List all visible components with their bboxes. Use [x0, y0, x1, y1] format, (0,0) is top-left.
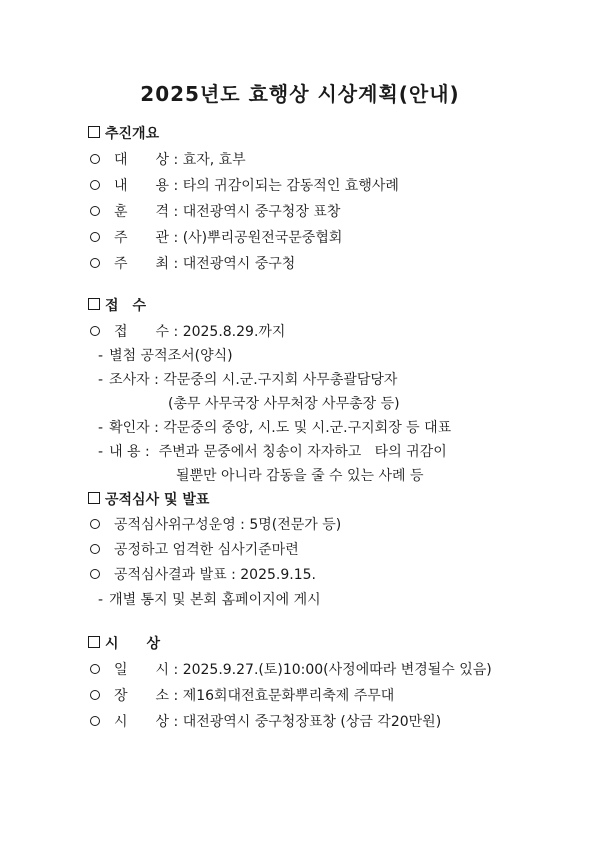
- section-heading-review: 공적심사 및 발표: [88, 490, 209, 510]
- overview-item: 주 관 : (사)뿌리공원전국문중협회: [90, 228, 342, 248]
- review-sub-item: - 개별 통지 및 본회 홈페이지에 게시: [98, 592, 321, 608]
- circle-bullet-icon: [90, 232, 100, 242]
- reception-sub-item-continuation: 될뿐만 아니라 감동을 줄 수 있는 사례 등: [176, 468, 424, 484]
- circle-bullet-icon: [90, 326, 100, 336]
- section-heading-overview: 추진개요: [88, 124, 159, 144]
- dash-bullet: -: [98, 372, 104, 388]
- dash-bullet: -: [98, 348, 104, 364]
- reception-sub-item-continuation: (총무 사무국장 사무처장 사무총장 등): [168, 396, 400, 412]
- dash-bullet: -: [98, 420, 104, 436]
- checkbox-square-icon: [88, 126, 100, 138]
- circle-bullet-icon: [90, 206, 100, 216]
- section-heading-reception: 접 수: [88, 296, 146, 316]
- reception-sub-item: - 조사자 : 각문중의 시.군.구지회 사무총괄담당자: [98, 372, 398, 388]
- overview-item: 주 최 : 대전광역시 중구청: [90, 254, 295, 274]
- circle-bullet-icon: [90, 544, 100, 554]
- section-heading-award: 시 상: [88, 634, 160, 654]
- circle-bullet-icon: [90, 258, 100, 268]
- circle-bullet-icon: [90, 569, 100, 579]
- circle-bullet-icon: [90, 519, 100, 529]
- review-item: 공적심사위구성운영 : 5명(전문가 등): [90, 515, 341, 535]
- checkbox-square-icon: [88, 298, 100, 310]
- circle-bullet-icon: [90, 690, 100, 700]
- circle-bullet-icon: [90, 664, 100, 674]
- document-title: 2025년도 효행상 시상계획(안내): [140, 82, 460, 106]
- circle-bullet-icon: [90, 180, 100, 190]
- circle-bullet-icon: [90, 154, 100, 164]
- reception-item: 접 수 : 2025.8.29.까지: [90, 322, 285, 342]
- overview-item: 내 용 : 타의 귀감이되는 감동적인 효행사례: [90, 176, 399, 196]
- reception-sub-item: - 확인자 : 각문중의 중앙, 시.도 및 시.군.구지회장 등 대표: [98, 420, 452, 436]
- overview-item: 대 상 : 효자, 효부: [90, 150, 246, 170]
- reception-sub-item: - 별첨 공적조서(양식): [98, 348, 233, 364]
- review-item: 공적심사결과 발표 : 2025.9.15.: [90, 565, 316, 585]
- circle-bullet-icon: [90, 716, 100, 726]
- award-item: 시 상 : 대전광역시 중구청장표창 (상금 각20만원): [90, 712, 441, 732]
- review-item: 공정하고 엄격한 심사기준마련: [90, 540, 299, 560]
- dash-bullet: -: [98, 444, 104, 460]
- checkbox-square-icon: [88, 492, 100, 504]
- checkbox-square-icon: [88, 636, 100, 648]
- dash-bullet: -: [98, 592, 104, 608]
- award-item: 장 소 : 제16회대전효문화뿌리축제 주무대: [90, 686, 394, 706]
- overview-item: 훈 격 : 대전광역시 중구청장 표창: [90, 202, 340, 222]
- reception-sub-item: - 내 용 : 주변과 문중에서 칭송이 자자하고 타의 귀감이: [98, 444, 447, 460]
- award-item: 일 시 : 2025.9.27.(토)10:00(사정에따라 변경될수 있음): [90, 660, 492, 680]
